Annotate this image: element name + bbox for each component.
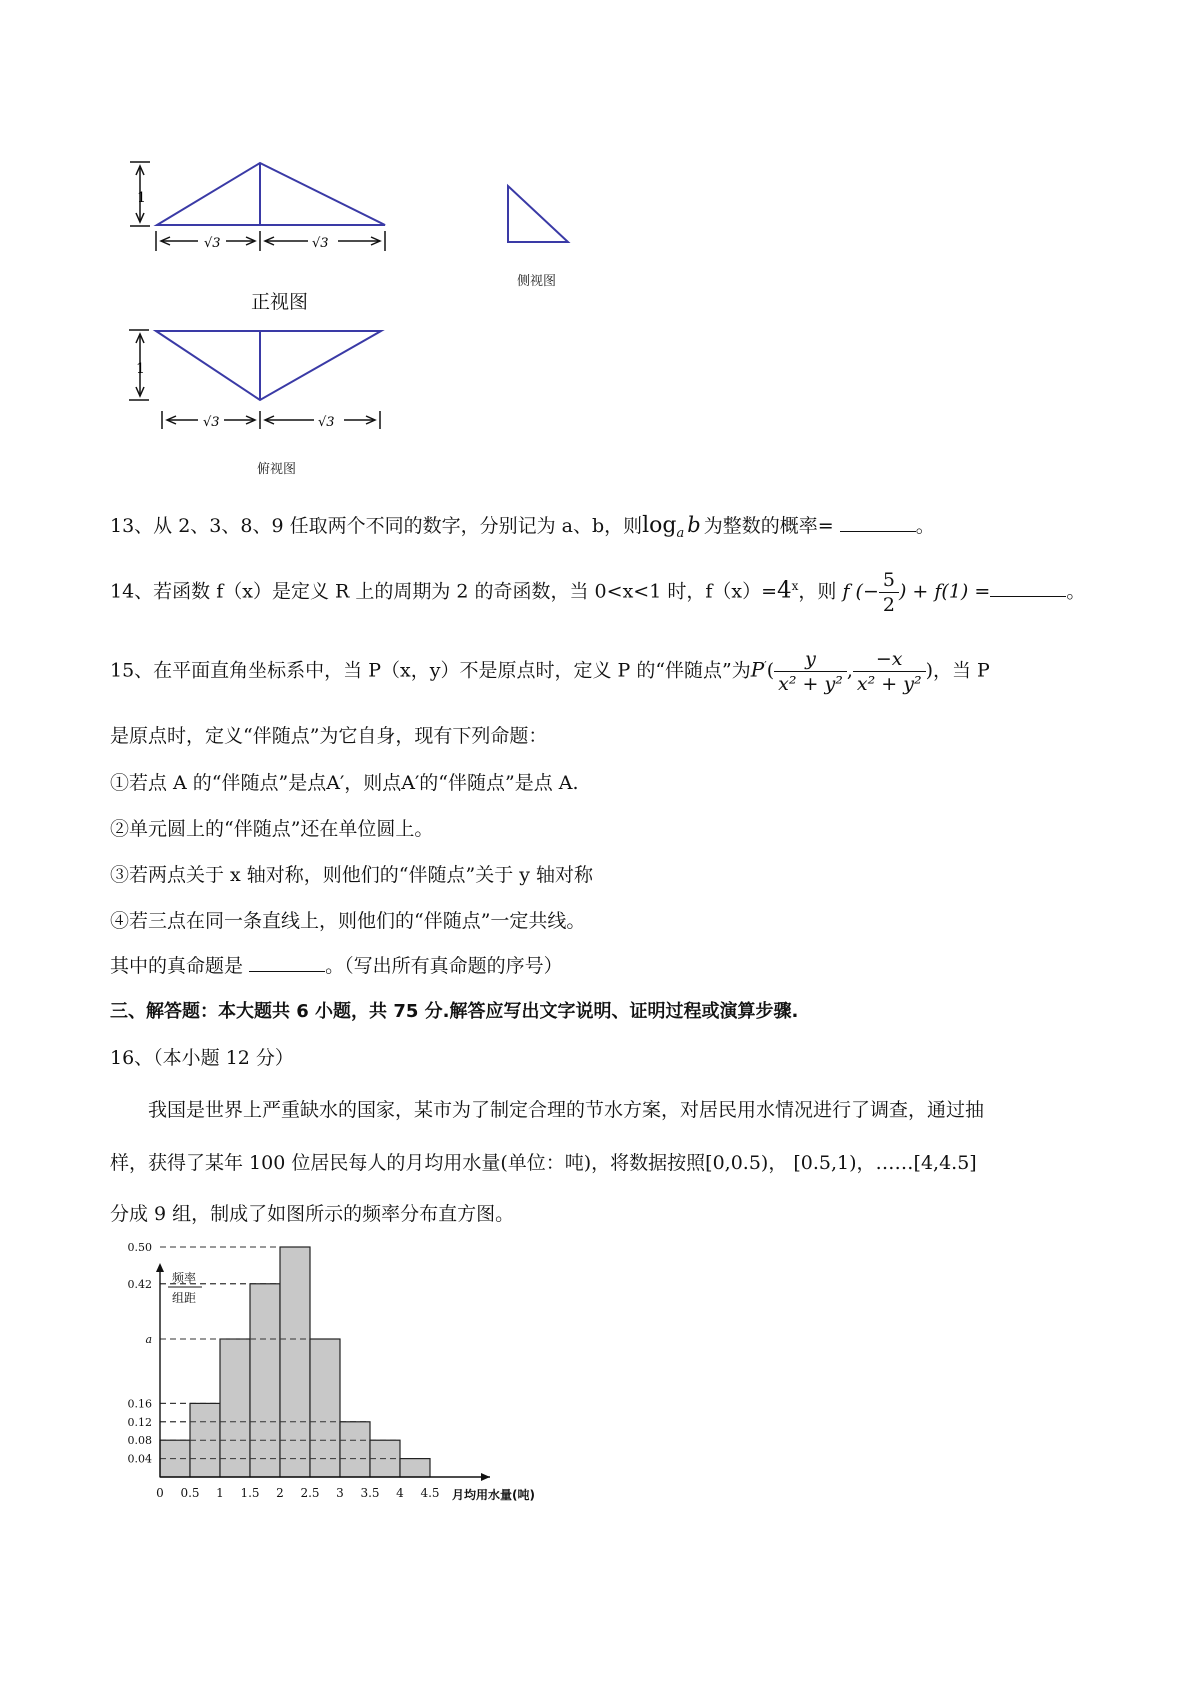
q15-frac1-den: x² + y² xyxy=(778,672,843,695)
q15-item1: ①若点 A 的“伴随点”是点A′，则点A′的“伴随点”是点 A. xyxy=(110,772,579,794)
q14-end: 。 xyxy=(1066,580,1086,603)
x-tick-label: 0.5 xyxy=(180,1486,200,1500)
y-tick-label: 0.12 xyxy=(127,1415,152,1429)
front-width-label-left: √3 xyxy=(204,236,221,251)
q15-item4: ④若三点在同一条直线上，则他们的“伴随点”一定共线。 xyxy=(110,910,586,932)
q14-prefix: 14、若函数 f（x）是定义 R 上的周期为 2 的奇函数，当 0<x<1 时，f（x）= xyxy=(110,580,777,603)
x-tick-label: 1.5 xyxy=(240,1486,260,1500)
y-axis-arrow xyxy=(156,1263,164,1272)
q13-log-base: a xyxy=(676,525,685,541)
q15-frac1-num: y xyxy=(774,647,847,672)
q15-answer-blank xyxy=(249,953,325,972)
q15-frac2-num: −x xyxy=(853,647,926,672)
q15-line1-prefix: 15、在平面直角坐标系中，当 P（x，y）不是原点时，定义 P 的“伴随点”为 xyxy=(110,659,751,682)
q14-mid: ，则 xyxy=(798,580,837,603)
histogram-bar xyxy=(400,1459,430,1477)
q15-answer-prefix: 其中的真命题是 xyxy=(110,955,244,977)
q13-end: 。 xyxy=(915,515,935,537)
q15-item2: ②单元圆上的“伴随点”还在单位圆上。 xyxy=(110,818,434,840)
q16-body-line3: 分成 9 组，制成了如图所示的频率分布直方图。 xyxy=(110,1203,515,1225)
x-tick-label: 0 xyxy=(156,1486,164,1500)
question-14 xyxy=(110,558,1085,619)
q14-frac-den: 2 xyxy=(882,593,895,616)
y-tick-label: a xyxy=(145,1333,152,1346)
q16-header: 16、（本小题 12 分） xyxy=(110,1047,294,1069)
q13-log: log xyxy=(642,513,677,538)
front-height-label: 1 xyxy=(137,190,146,206)
q14-f-close: ) + f(1) xyxy=(898,580,969,603)
x-tick-label: 4.5 xyxy=(420,1486,440,1500)
frequency-histogram xyxy=(120,1241,580,1515)
y-axis-label-top: 频率 xyxy=(171,1271,197,1285)
top-height-label: 1 xyxy=(136,361,145,377)
x-tick-label: 2.5 xyxy=(300,1486,320,1500)
top-view-caption: 俯视图 xyxy=(257,462,297,477)
q16-body-line2: 样，获得了某年 100 位居民每人的月均用水量(单位：吨)，将数据按照[0,0.5)， [0.5,1)，……[4,4.5] xyxy=(110,1152,977,1174)
q15-p-prime: ′ xyxy=(764,659,767,672)
q13-log-arg: b xyxy=(687,513,701,537)
front-view-caption: 正视图 xyxy=(251,291,309,313)
q15-item3: ③若两点关于 x 轴对称，则他们的“伴随点”关于 y 轴对称 xyxy=(110,864,594,886)
x-tick-label: 1 xyxy=(216,1486,224,1500)
question-13 xyxy=(110,512,935,547)
question-15-line1 xyxy=(110,638,990,698)
q14-fraction xyxy=(879,568,899,617)
side-view-caption: 侧视图 xyxy=(517,274,557,289)
q14-eq: = xyxy=(974,580,991,603)
x-tick-label: 3.5 xyxy=(360,1486,380,1500)
x-tick-label: 3 xyxy=(336,1486,344,1500)
top-width-label-right: √3 xyxy=(318,415,335,430)
q15-answer xyxy=(110,953,563,979)
histogram-bar xyxy=(310,1339,340,1477)
q16-body-line1: 我国是世界上严重缺水的国家，某市为了制定合理的节水方案，对居民用水情况进行了调查，通过抽 xyxy=(148,1099,985,1121)
histogram-bar xyxy=(220,1339,250,1477)
y-tick-label: 0.08 xyxy=(127,1434,152,1448)
q15-fraction-1 xyxy=(774,647,847,696)
q14-exp: x xyxy=(791,579,799,593)
q15-comma: , xyxy=(846,659,853,682)
q14-answer-blank xyxy=(990,578,1066,597)
q13-answer-blank xyxy=(840,513,916,532)
top-view-figure xyxy=(120,318,420,438)
q15-open: ( xyxy=(766,659,775,682)
histogram-bar xyxy=(280,1247,310,1477)
q14-base: 4 xyxy=(777,577,792,604)
top-width-label-left: √3 xyxy=(203,415,220,430)
x-axis-arrow xyxy=(481,1473,490,1481)
y-tick-label: 0.50 xyxy=(127,1241,152,1254)
q14-f-open: f (− xyxy=(842,580,879,603)
front-width-label-right: √3 xyxy=(312,236,329,251)
y-tick-label: 0.42 xyxy=(127,1277,152,1291)
q15-fraction-2 xyxy=(853,647,926,696)
q13-suffix: 为整数的概率= xyxy=(703,515,834,537)
q15-line2: 是原点时，定义“伴随点”为它自身，现有下列命题： xyxy=(110,725,548,747)
q15-line1-suffix: ，当 P xyxy=(932,659,990,682)
q15-frac2-den: x² + y² xyxy=(856,672,922,695)
x-axis-label: 月均用水量(吨) xyxy=(452,1488,535,1502)
front-view-figure xyxy=(120,150,420,310)
q14-frac-num: 5 xyxy=(879,568,899,593)
histogram-bar xyxy=(340,1422,370,1477)
q13-prefix: 13、从 2、3、8、9 任取两个不同的数字，分别记为 a、b，则 xyxy=(110,515,643,537)
y-axis-label-bottom: 组距 xyxy=(171,1291,197,1305)
histogram-bar xyxy=(250,1284,280,1477)
y-tick-label: 0.16 xyxy=(127,1397,152,1411)
q15-close: ) xyxy=(925,659,933,682)
q15-answer-suffix: 。（写出所有真命题的序号） xyxy=(325,955,563,977)
section-3-heading: 三、解答题：本大题共 6 小题，共 75 分.解答应写出文字说明、证明过程或演算步骤. xyxy=(110,1001,799,1022)
x-tick-label: 2 xyxy=(276,1486,284,1500)
x-tick-label: 4 xyxy=(396,1486,404,1500)
y-tick-label: 0.04 xyxy=(127,1452,152,1466)
q15-p-label: P xyxy=(750,657,765,682)
side-view-figure xyxy=(500,180,580,250)
